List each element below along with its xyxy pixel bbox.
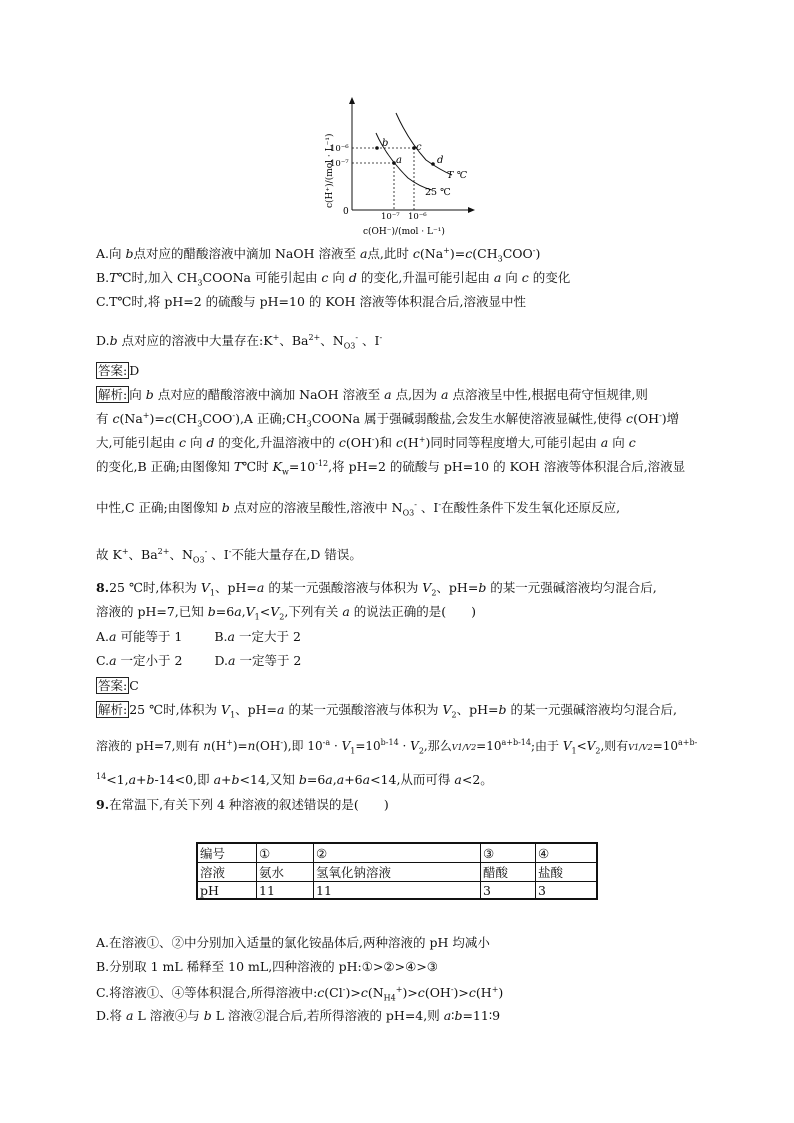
q7-option-d: D.b 点对应的溶液中大量存在:K+、$Ba^{2+}$、$N_{O3}^-$ 、I- — [96, 332, 383, 351]
q8-options-row-2: C.a 一定小于 2 D.a 一定等于 2 — [96, 653, 302, 668]
point-label-c: c — [416, 142, 422, 153]
y-axis-label: c(H⁺)/(mol · L⁻¹) — [325, 133, 335, 208]
analysis-label: 解析: — [98, 387, 128, 402]
y-axis-arrow — [349, 97, 355, 104]
q9-option-c: C.将溶液①、④等体积混合,所得溶液中$:c(Cl^-)>c(N_{H4}^+)>c(OH^-)>c(H^+)$ — [96, 984, 504, 1003]
q7-option-c: C.T℃时,将 pH=2 的硫酸与 pH=10 的 KOH 溶液等体积混合后,溶液显中性 — [96, 294, 526, 309]
q8-analysis-line-3: $^{14}$<1,a+b-14<0,即 a+b<14,又知 b=6a,a+6a<14,从而可得 a<2。 — [96, 771, 493, 787]
table-row: 溶液 氨水 氢氧化钠溶液 醋酸 盐酸 — [197, 863, 597, 882]
q8-options-row-1: A.a 可能等于 1 B.a 一定大于 2 — [96, 629, 301, 644]
analysis-label: 解析: — [98, 702, 128, 717]
concentration-graph — [320, 96, 480, 246]
y-tick-2: 10⁻⁷ — [330, 159, 349, 169]
q9-table — [196, 842, 598, 900]
q9-stem: 9.在常温下,有关下列 4 种溶液的叙述错误的是( ) — [96, 797, 389, 812]
q7-option-a: A.向 b点对应的醋酸溶液中滴加 NaOH 溶液至 a点,此时 $c(Na^+)=c(CH_3COO^-)$ — [96, 245, 541, 264]
q9-option-a: A.在溶液①、②中分别加入适量的氯化铵晶体后,两种溶液的 pH 均减小 — [96, 935, 490, 950]
point-label-d: d — [437, 155, 444, 166]
point-label-b: b — [382, 138, 389, 149]
q8-analysis-line-2: 溶液的 pH=7,则有 n(H+)=n(OH-),即 $10^{-a} \cdot V_1=10^{b-14} \cdot V_2$,那么$V1/V2=10^{a+b-14}$;由于 $V_1<V_2$,则有$V1/V2=10^{a+b-}$ — [96, 738, 698, 756]
origin-label: 0 — [343, 207, 349, 217]
y-tick-1: 10⁻⁶ — [330, 144, 349, 154]
q9-option-b: B.分别取 1 mL 稀释至 10 mL,四种溶液的 pH:①>②>④>③ — [96, 959, 438, 974]
q8-stem-line-2: 溶液的 pH=7,已知 $b=6a,V_1<V_2$,下列有关 a 的说法正确的是( ) — [96, 604, 477, 622]
q7-answer: 答案: D — [98, 363, 140, 378]
curve-t — [396, 113, 452, 175]
q7-option-b: B.T℃时,加入 $CH_3COONa$ 可能引起由 c 向 d 的变化,升温可能引起由 a 向 c 的变化 — [96, 270, 571, 288]
x-tick-1: 10⁻⁷ — [381, 212, 400, 222]
table-row: 编号 ① ② ③ ④ — [197, 843, 597, 863]
answer-label: 答案: — [98, 678, 128, 693]
table-row: pH 11 11 3 3 — [197, 882, 597, 900]
q7-analysis-line-6: 故 K+、$Ba^{2+}$、$N_{O3}^-$ 、I-不能大量存在,D 错误。 — [96, 546, 362, 565]
q7-analysis-line-3: 大,可能引起由 c 向 d 的变化,升温溶液中的 c(OH-)和 c(H+)同时同等程度增大,可能引起由 a 向 c — [96, 434, 636, 450]
q7-analysis-line-1: 解析: 向 b 点对应的醋酸溶液中滴加 NaOH 溶液至 a 点,因为 a 点溶液呈中性,根据电荷守恒规律,则 — [98, 387, 648, 402]
q9-option-d: D.将 a L 溶液④与 b L 溶液②混合后,若所得溶液的 pH=4,则 a∶b=11∶9 — [96, 1008, 501, 1023]
curve-label-t: T ℃ — [447, 170, 467, 181]
q8-answer: 答案: C — [98, 678, 139, 693]
point-label-a: a — [396, 155, 402, 166]
q7-analysis-line-5: 中性,C 正确;由图像知 b 点对应的溶液呈酸性,溶液中 $N_{O3}^-$ 、I-在酸性条件下发生氧化还原反应, — [96, 499, 621, 518]
q7-analysis-line-4: 的变化,B 正确;由图像知 T℃时 $K_w=10^{-12}$,将 pH=2 的硫酸与 pH=10 的 KOH 溶液等体积混合后,溶液显 — [96, 458, 686, 477]
x-axis-label: c(OH⁻)/(mol · L⁻¹) — [363, 227, 445, 237]
x-axis-arrow — [468, 207, 475, 213]
x-tick-2: 10⁻⁶ — [408, 212, 427, 222]
answer-label: 答案: — [98, 363, 128, 378]
q7-analysis-line-2: 有 $c(Na^+)=c(CH_3COO^-),A$ 正确$;CH_3COONa$ 属于强碱弱酸盐,会发生水解使溶液显碱性,使得 c(OH-)增 — [96, 410, 680, 429]
q8-analysis-line-1: 解析: 25 ℃时,体积为 $V_1$、pH=a 的某一元强酸溶液与体积为 $V_2$、pH=b 的某一元强碱溶液均匀混合后, — [98, 702, 677, 720]
q8-stem-line-1: 8.25 ℃时,体积为 $V_1$、pH=a 的某一元强酸溶液与体积为 $V_2$、pH=b 的某一元强碱溶液均匀混合后, — [96, 580, 657, 598]
curve-label-25: 25 ℃ — [425, 187, 451, 198]
